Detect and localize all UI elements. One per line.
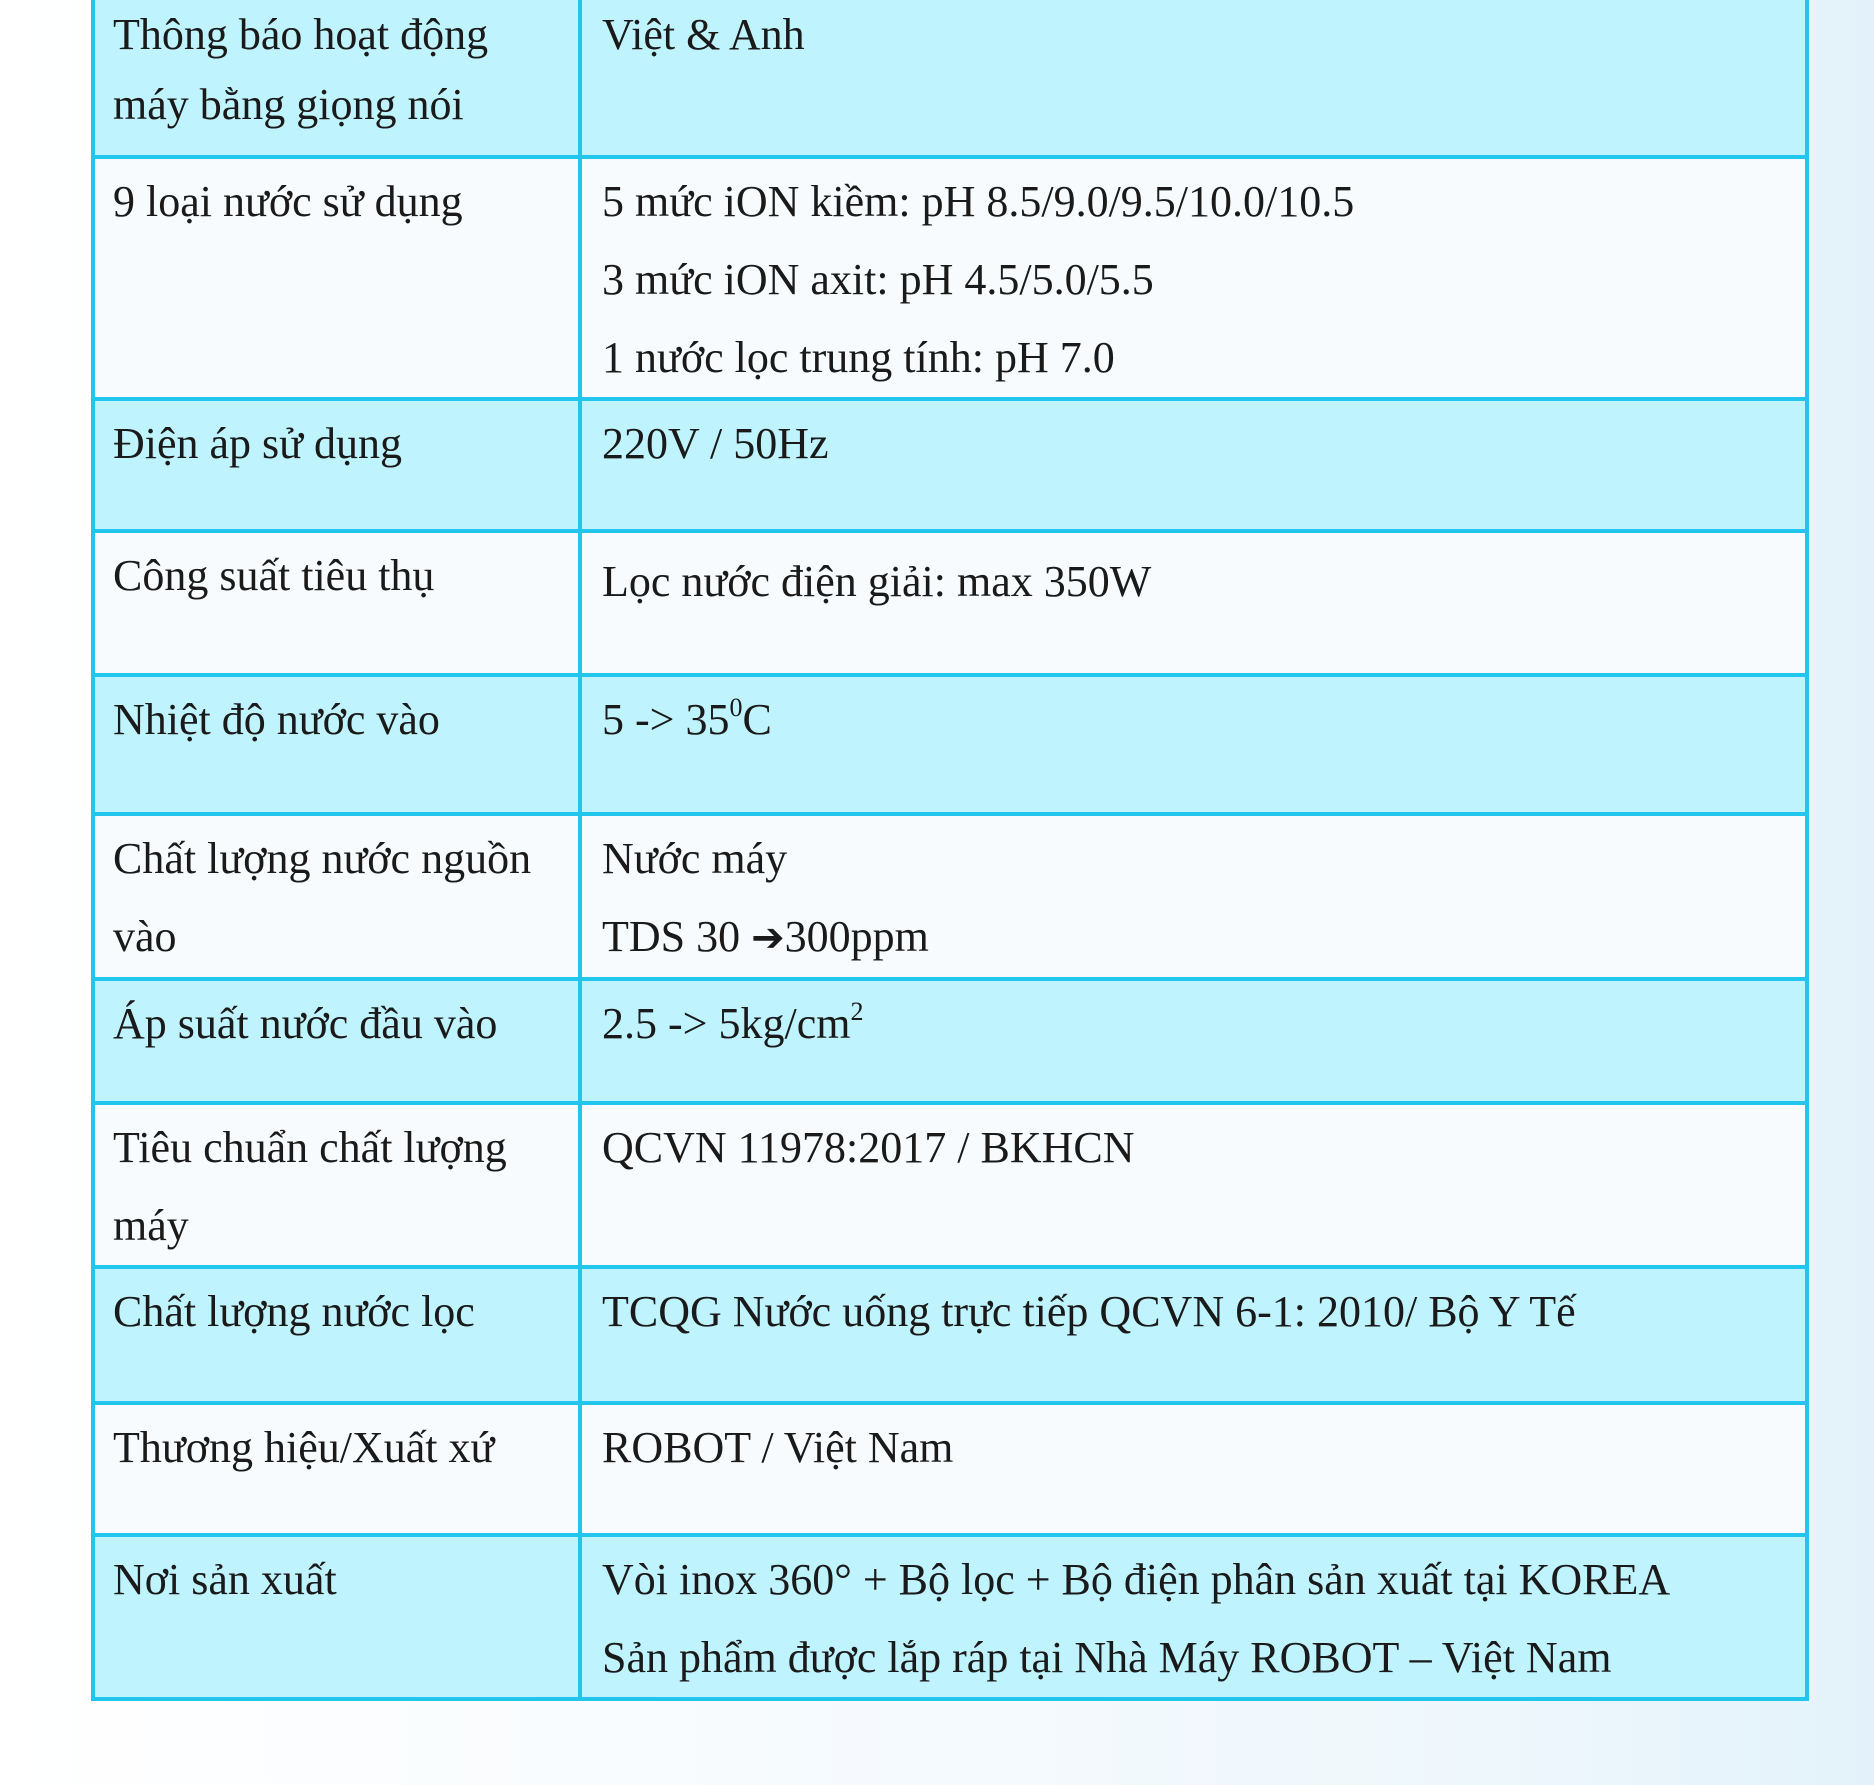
spec-value-cell	[580, 399, 1807, 531]
arrow-right-icon: ➔	[751, 915, 785, 961]
spec-value-cell	[580, 1267, 1807, 1403]
spec-label: 9 loại nước sử dụng	[113, 177, 463, 226]
spec-row-voice-notification	[93, 0, 1807, 157]
spec-label: Nơi sản xuất	[113, 1555, 337, 1604]
spec-label-cell	[93, 1403, 580, 1535]
spec-value: TDS 30 ➔300ppm	[602, 912, 929, 961]
spec-row-inlet-pressure	[93, 979, 1807, 1103]
spec-label-cell	[93, 814, 580, 979]
spec-value: 3 mức iON axit: pH 4.5/5.0/5.5	[602, 255, 1154, 304]
spec-value: 1 nước lọc trung tính: pH 7.0	[602, 333, 1115, 382]
spec-row-power	[93, 531, 1807, 675]
spec-label-cell	[93, 399, 580, 531]
spec-row-source-water-quality	[93, 814, 1807, 979]
spec-label: Chất lượng nước nguồn	[113, 834, 532, 883]
spec-label: Điện áp sử dụng	[113, 419, 403, 468]
spec-label-cell	[93, 531, 580, 675]
spec-label-cell	[93, 1535, 580, 1699]
spec-value: ROBOT / Việt Nam	[602, 1423, 954, 1472]
spec-value: Việt & Anh	[602, 10, 805, 59]
spec-row-filtered-water-quality	[93, 1267, 1807, 1403]
spec-value: Nước máy	[602, 834, 788, 883]
spec-row-manufacturing-place	[93, 1535, 1807, 1699]
spec-row-voltage	[93, 399, 1807, 531]
spec-value: QCVN 11978:2017 / BKHCN	[602, 1123, 1135, 1172]
spec-label: máy bằng giọng nói	[113, 80, 464, 129]
spec-value-cell	[580, 1103, 1807, 1267]
spec-row-brand-origin	[93, 1403, 1807, 1535]
spec-value: Vòi inox 360° + Bộ lọc + Bộ điện phân sản xuất tại KOREA	[602, 1555, 1671, 1604]
spec-value-cell	[580, 157, 1807, 399]
spec-label-cell	[93, 1267, 580, 1403]
spec-label: máy	[113, 1201, 189, 1250]
spec-value-cell	[580, 1535, 1807, 1699]
spec-label-cell	[93, 0, 580, 157]
spec-value-cell	[580, 675, 1807, 814]
spec-label: Tiêu chuẩn chất lượng	[113, 1123, 507, 1172]
spec-value: 220V / 50Hz	[602, 419, 829, 468]
spec-row-machine-standard	[93, 1103, 1807, 1267]
spec-value-cell	[580, 814, 1807, 979]
spec-label-cell	[93, 979, 580, 1103]
spec-value-cell	[580, 979, 1807, 1103]
spec-value: Sản phẩm được lắp ráp tại Nhà Máy ROBOT – Việt Nam	[602, 1633, 1612, 1682]
spec-label-cell	[93, 1103, 580, 1267]
spec-table	[91, 0, 1809, 1701]
spec-label: vào	[113, 912, 177, 961]
spec-label: Chất lượng nước lọc	[113, 1287, 475, 1336]
spec-value: 5 mức iON kiềm: pH 8.5/9.0/9.5/10.0/10.5	[602, 177, 1355, 226]
spec-label: Áp suất nước đầu vào	[113, 999, 498, 1048]
spec-value-cell	[580, 0, 1807, 157]
spec-label-cell	[93, 157, 580, 399]
spec-value: Lọc nước điện giải: max 350W	[602, 557, 1152, 606]
spec-value: $5 -> 35^0C$	[602, 693, 772, 744]
spec-value-cell	[580, 531, 1807, 675]
spec-value-cell	[580, 1403, 1807, 1535]
spec-row-water-types	[93, 157, 1807, 399]
spec-label: Thông báo hoạt động	[113, 10, 489, 59]
spec-label-cell	[93, 675, 580, 814]
spec-label: Công suất tiêu thụ	[113, 551, 435, 600]
spec-row-inlet-temperature	[93, 675, 1807, 814]
spec-value: TCQG Nước uống trực tiếp QCVN 6-1: 2010/ Bộ Y Tế	[602, 1287, 1576, 1336]
spec-label: Nhiệt độ nước vào	[113, 695, 440, 744]
spec-label: Thương hiệu/Xuất xứ	[113, 1423, 495, 1472]
spec-value: $2.5 -> 5kg/cm^2$	[602, 997, 864, 1048]
